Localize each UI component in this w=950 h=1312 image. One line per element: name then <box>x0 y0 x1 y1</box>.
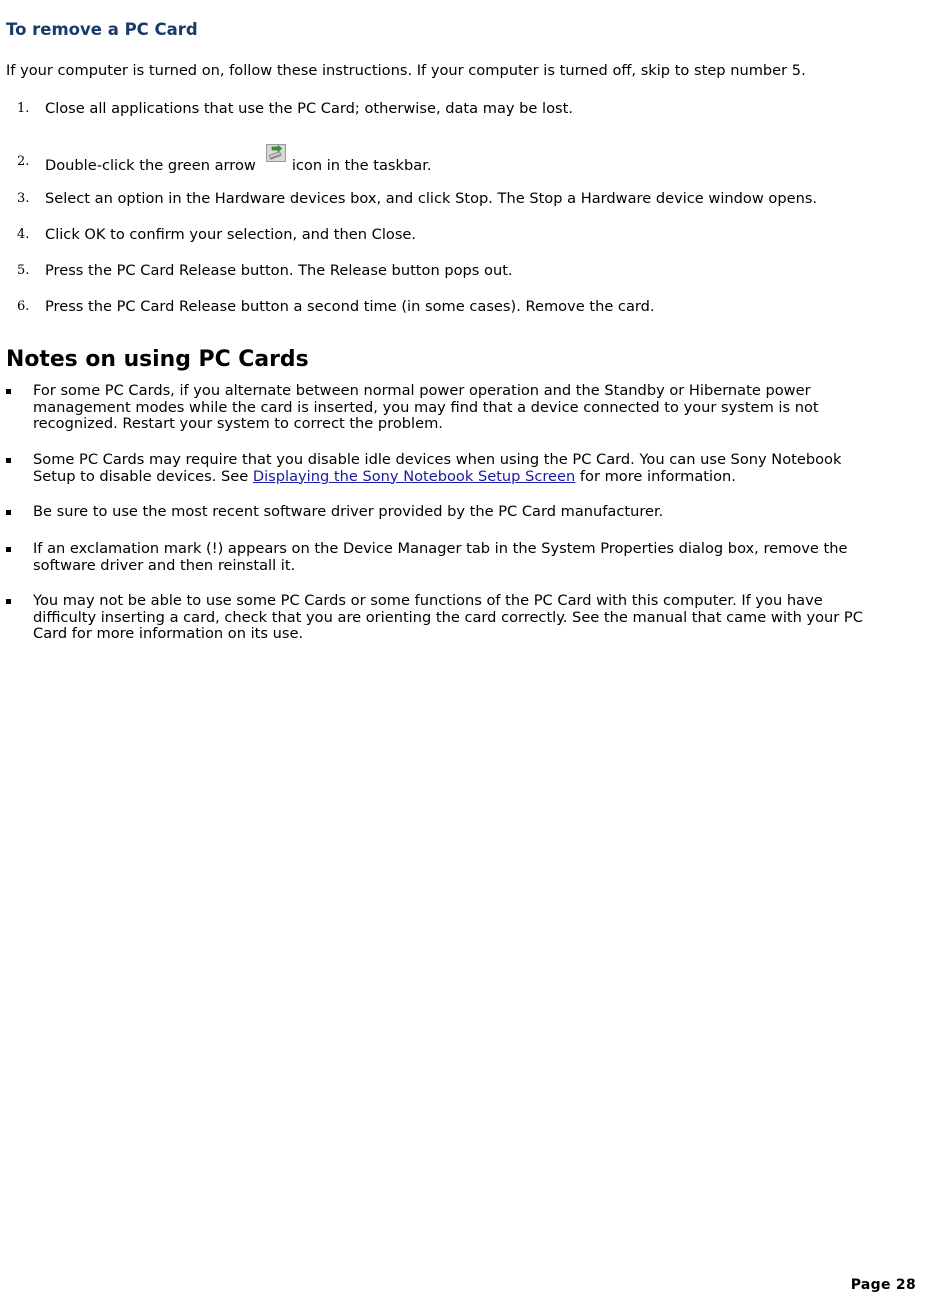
step-text: Press the PC Card Release button a second time (in some cases). Remove the card. <box>45 298 655 315</box>
step-number: 3. <box>17 191 30 206</box>
page-number: Page 28 <box>850 1277 916 1293</box>
step-text: Click OK to confirm your selection, and then Close. <box>45 226 417 243</box>
step-number: 6. <box>17 299 30 314</box>
step-text <box>45 153 432 174</box>
note-text: You may not be able to use some PC Cards or some functions of the PC Card with this computer. If you have difficulty inserting a card, check that you are orienting the card correctly. See the manual that came with your PC Card for more information on its use. <box>33 592 863 643</box>
note-text <box>33 452 873 485</box>
note-text: Be sure to use the most recent software driver provided by the PC Card manufacturer. <box>33 503 664 520</box>
bullet-icon <box>6 458 11 463</box>
step-number: 2. <box>17 154 30 169</box>
step-text: Select an option in the Hardware devices box, and click Stop. The Stop a Hardware device window opens. <box>45 190 818 207</box>
note-text-after-link: for more information. <box>575 467 736 485</box>
step-text-after-icon: icon in the taskbar. <box>291 157 432 174</box>
note-text-before-link: Some PC Cards may require that you disable idle devices when using the PC Card. You can use Sony Notebook Setup to disable devices. See <box>33 451 842 485</box>
step-text-before-icon: Double-click the green arrow <box>45 157 256 174</box>
bullet-icon <box>6 510 11 515</box>
step-number: 1. <box>17 101 30 116</box>
intro-paragraph: If your computer is turned on, follow these instructions. If your computer is turned off, skip to step number 5. <box>6 62 806 79</box>
step-text: Press the PC Card Release button. The Release button pops out. <box>45 262 513 279</box>
pc-card-tray-icon <box>266 144 286 162</box>
page-title: To remove a PC Card <box>6 20 198 39</box>
bullet-icon <box>6 599 11 604</box>
note-text: For some PC Cards, if you alternate between normal power operation and the Standby or Hibernate power management modes while the card is inserted, you may find that a device connected to your system is not recognized. Restart your system to correct the problem. <box>33 382 819 433</box>
step-number: 4. <box>17 227 30 242</box>
step-text: Close all applications that use the PC Card; otherwise, data may be lost. <box>45 100 573 117</box>
sony-notebook-setup-link[interactable]: Displaying the Sony Notebook Setup Screen <box>252 467 576 485</box>
step-number: 5. <box>17 263 30 278</box>
notes-heading: Notes on using PC Cards <box>6 347 309 372</box>
bullet-icon <box>6 547 11 552</box>
bullet-icon <box>6 389 11 394</box>
note-text: If an exclamation mark (!) appears on the Device Manager tab in the System Properties dialog box, remove the software driver and then reinstall it. <box>33 540 848 574</box>
